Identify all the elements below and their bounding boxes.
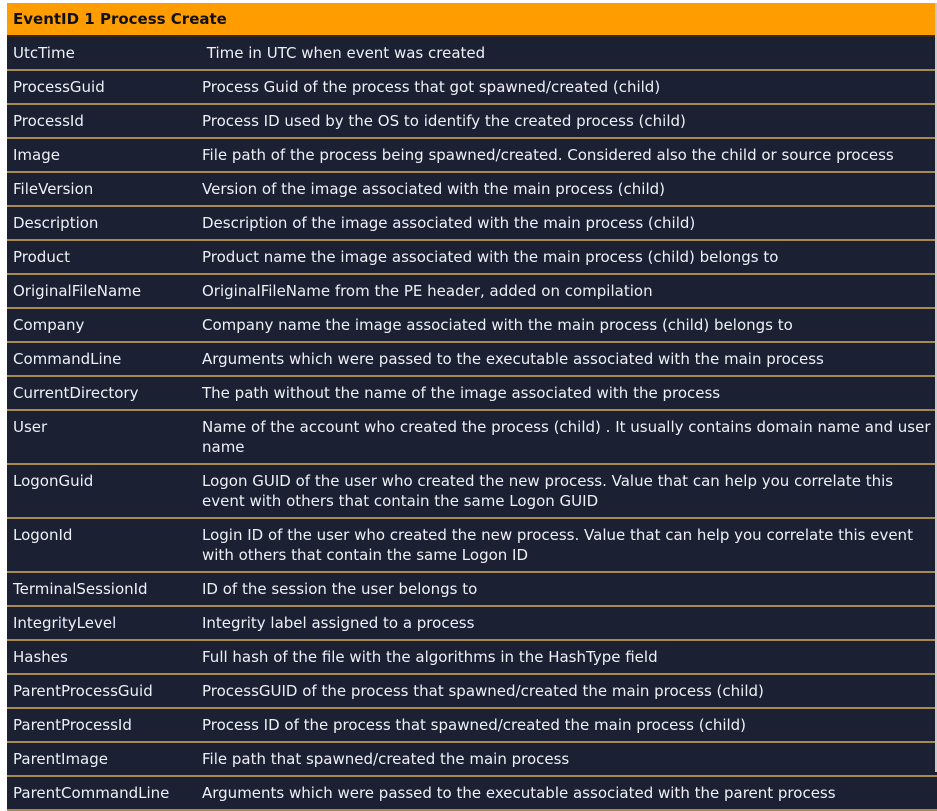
field-name: ParentCommandLine (7, 776, 196, 810)
field-name: IntegrityLevel (7, 606, 196, 640)
field-name: ParentImage (7, 742, 196, 776)
table-row (7, 674, 937, 708)
table-header-row (7, 3, 937, 36)
field-description: Login ID of the user who created the new process. Value that can help you correlate this event with others that contain the same Logon ID (196, 518, 937, 572)
table-row (7, 104, 937, 138)
table-row (7, 172, 937, 206)
field-name: ProcessGuid (7, 70, 196, 104)
field-description: Arguments which were passed to the executable associated with the parent process (196, 776, 937, 810)
field-description: Description of the image associated with the main process (child) (196, 206, 937, 240)
field-description: OriginalFileName from the PE header, added on compilation (196, 274, 937, 308)
field-name: CommandLine (7, 342, 196, 376)
field-description: Name of the account who created the process (child) . It usually contains domain name and user name (196, 410, 937, 464)
field-description: Process ID of the process that spawned/created the main process (child) (196, 708, 937, 742)
field-description: Integrity label assigned to a process (196, 606, 937, 640)
field-description: Full hash of the file with the algorithms in the HashType field (196, 640, 937, 674)
field-name: Product (7, 240, 196, 274)
table-row (7, 70, 937, 104)
field-description: Company name the image associated with the main process (child) belongs to (196, 308, 937, 342)
field-name: LogonGuid (7, 464, 196, 518)
table-row (7, 36, 937, 70)
table-title: EventID 1 Process Create (7, 3, 937, 36)
table-row (7, 518, 937, 572)
field-name: CurrentDirectory (7, 376, 196, 410)
table-row (7, 138, 937, 172)
event-field-table (7, 3, 937, 811)
field-description: Arguments which were passed to the executable associated with the main process (196, 342, 937, 376)
field-description: File path of the process being spawned/created. Considered also the child or source process (196, 138, 937, 172)
field-name: TerminalSessionId (7, 572, 196, 606)
field-description: Time in UTC when event was created (196, 36, 937, 70)
field-description: The path without the name of the image associated with the process (196, 376, 937, 410)
field-description: Process ID used by the OS to identify the created process (child) (196, 104, 937, 138)
field-name: Company (7, 308, 196, 342)
field-name: Description (7, 206, 196, 240)
field-name: ProcessId (7, 104, 196, 138)
field-name: ParentProcessGuid (7, 674, 196, 708)
field-name: Hashes (7, 640, 196, 674)
table-row (7, 274, 937, 308)
table-row (7, 572, 937, 606)
table-row (7, 308, 937, 342)
table-row (7, 240, 937, 274)
table-row (7, 410, 937, 464)
field-description: ID of the session the user belongs to (196, 572, 937, 606)
field-description: ProcessGUID of the process that spawned/created the main process (child) (196, 674, 937, 708)
table-row (7, 742, 937, 776)
field-name: ParentProcessId (7, 708, 196, 742)
field-name: OriginalFileName (7, 274, 196, 308)
field-name: Image (7, 138, 196, 172)
table-row (7, 640, 937, 674)
table-row (7, 776, 937, 810)
table-row (7, 464, 937, 518)
field-name: LogonId (7, 518, 196, 572)
table-row (7, 606, 937, 640)
table-body (7, 3, 937, 810)
field-description: Product name the image associated with the main process (child) belongs to (196, 240, 937, 274)
field-name: User (7, 410, 196, 464)
field-description: Version of the image associated with the main process (child) (196, 172, 937, 206)
field-name: UtcTime (7, 36, 196, 70)
field-description: Process Guid of the process that got spawned/created (child) (196, 70, 937, 104)
table-row (7, 342, 937, 376)
table-row (7, 206, 937, 240)
table-row (7, 708, 937, 742)
field-name: FileVersion (7, 172, 196, 206)
table-row (7, 376, 937, 410)
field-description: Logon GUID of the user who created the new process. Value that can help you correlate this event with others that contain the same Logon GUID (196, 464, 937, 518)
field-description: File path that spawned/created the main process (196, 742, 937, 776)
